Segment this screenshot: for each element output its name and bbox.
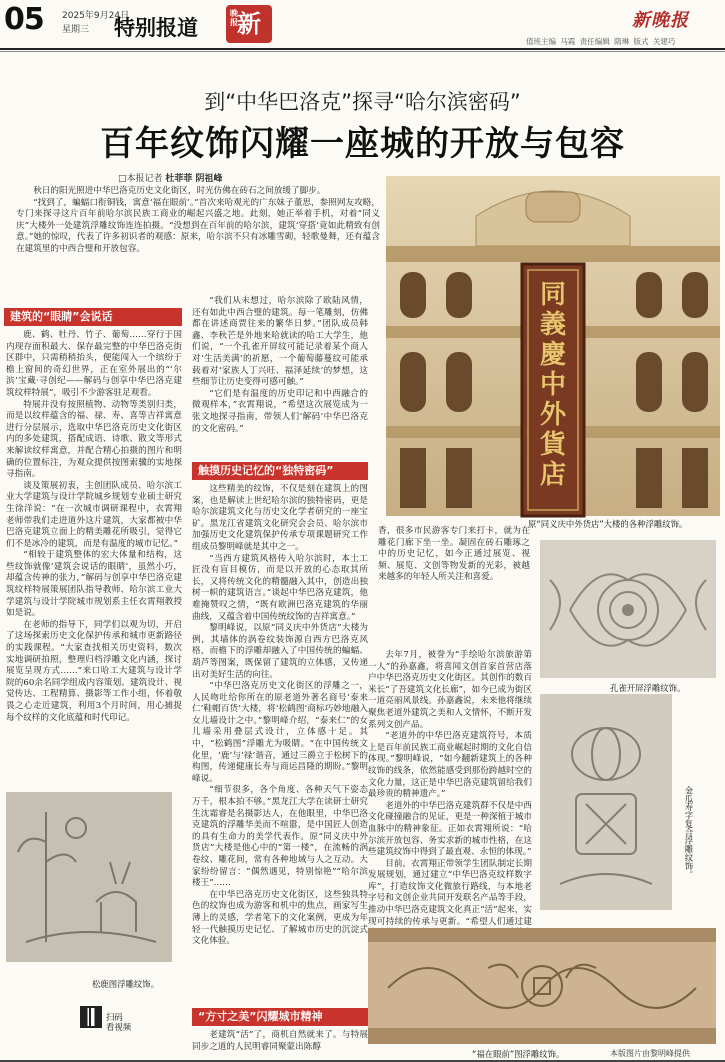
- subhead-memory: 触摸历史记忆的“独特密码”: [192, 462, 368, 480]
- header-rule: [0, 48, 725, 50]
- shop-sign-text: 同義慶中外貨店: [539, 280, 566, 490]
- paragraph: “中华巴洛克历史文化街区的浮雕之一，人民吻吐给你所在的原老道外著名商号‘泰来仁’鞋帽百货’大楼，将‘松鹤图’商标巧妙地融入女儿墙设计之中。”黎明峰介绍，“泰来仁”的女儿墙采用叠层式设计，立体感十足。其中，“松鹤图”浮雕尤为吸睛。“在中国传统文化里，‘鹿’与‘禄’谐音，通过三爵立于松树下的构图，传递健康长寿与商运昌隆的期盼。”黎明峰说。: [192, 681, 368, 784]
- paragraph: 鹿、鹤、牡丹、竹子、葡萄……穿行于国内现存面积最大、保存最完整的中华巴洛克街区群中，只需稍稍抬头，便能闯入一个缤纷于檐上窗间的奇幻世界，正在室外展出的“‘尔滨’宝藏·寻创纪——解码与创享中华巴洛克建筑纹样特展”，吸引不少游客驻足观看。: [6, 330, 182, 398]
- paragraph: 目前，衣霄翔正带领学生团队制定长期发展规划，通过建立“中华巴洛克纹样数字库”，打造纹饰文化微旅行路线，与本地老字号和文创企业共同开发联名产品等手段，推动中华巴洛克建筑文化真正“活”起来，实现可持续的传承与更新。“希望人们通过建: [368, 858, 532, 927]
- paragraph: 这些精美的纹饰，不仅是刻在建筑上的图案，也是解读上世纪哈尔滨的独特密码，更是哈尔滨建筑文化与历史文化学者研究的一座宝矿。黑龙江省建筑文化研究会会员、哈尔滨市加强历史文化建筑保护传承专项课题研究工作组成员黎明峰就是其中之一。: [192, 484, 368, 552]
- paragraph: 香，很多市民游客专门来打卡，就为在雕花门廊下坐一坐。凝固在砖石雕琢之中的历史记忆，如今正通过展览、视频、展览、文创等物发新的光彩，被越来越多的年轻人所关注和喜爱。: [378, 526, 530, 583]
- paragraph: 在中华巴洛克历史文化街区，这些独具特色的纹饰也成为游客和机中的焦点，画家写生薄上的灵感，学者笔下的文化案例，更成为年轻一代触摸历史记忆、了解城市历史的沉淀式文化体验。: [192, 889, 368, 947]
- column-1: [6, 330, 182, 785]
- byline-prefix: □本报记者: [118, 174, 163, 184]
- paragraph: “它们是有温度的历史印记和中西融合的微观样本，”衣霄翔说，“希望这次展览成为一张文地探寻指南，带领人们‘解码’中华巴洛克的文化密码。”: [192, 388, 368, 434]
- deer-relief-photo: [6, 792, 172, 962]
- column-2-bottom: [192, 1030, 368, 1062]
- caption-deer: 松鹿图浮雕纹饰。: [92, 979, 159, 989]
- fortune-relief-illustration: [368, 928, 716, 1044]
- page-header: [0, 0, 725, 50]
- newspaper-logo: 新晚报: [632, 10, 689, 31]
- paragraph: 去年7月，被誉为“手绘哈尔滨旅游第一人”的孙嘉鑫，将喜闻文创首家首营店落户中华巴洛克历史文化街区。其创作的数百米长“了吾建筑文化长廊”，如今已成为街区一道亮丽风景线。孙嘉鑫说，未来他将继续聚焦老道外建筑之美和人文情怀，不断开发系列文创产品。: [368, 650, 532, 730]
- paragraph: 老建筑“活”了，商机自然就来了。与特展同步之道的人民明睿同聚蒙出陈醇: [192, 1030, 368, 1052]
- caption-fortune: “福在眼前”图浮雕纹饰。: [472, 1049, 565, 1059]
- deer-relief-illustration: [6, 792, 172, 962]
- lead-paragraph: “找到了，蝙蝠口衔铜钱，寓意‘福在眼前’。”首次来哈观光的广东妹子董思，参照网友攻略，专门来探寻这片百年前哈尔滨民族工商业的崛起兴盛之地。此刻，她正举着手机，对着“同义庆”大楼外一处建筑浮雕纹饰连连拍摄。“没想到在百年前的哈尔滨，建筑‘穿搭’竟如此精致有创意。”她的惊叹，代表了许多初识者的观感：原来，哈尔滨不只有冰雕雪砌，轻歌曼舞，还有蕴含在建筑里的中西合璧和开放包容。: [16, 197, 380, 254]
- pumpkin-relief-illustration: [540, 694, 672, 910]
- column-3-top: [378, 526, 530, 642]
- qr-label-line2: 看视频: [106, 1022, 132, 1032]
- building-photo: [386, 176, 720, 516]
- paragraph: “我们从未想过，哈尔滨除了欧陆风情，还有如此中西合璧的建筑。每一笔雕刻，仿佛都在讲述商贾往来的繁华日梦。”团队成员韩鑫、李秋芒是外地来哈就读的哈工大学生，他们说，“一个孔雀开屏纹可能记录着某个商人对‘生活美满’的祈愿，一个葡萄藤蔓纹可能承载着对‘家族人丁兴旺、福泽延续’的梦想，这些细节让历史变得可感可触。”: [192, 296, 368, 388]
- qr-label-line1: 扫码: [106, 1012, 123, 1022]
- section-seal: [226, 5, 272, 43]
- article-lead: [16, 186, 380, 294]
- lead-paragraph: 秋日的阳光照进中华巴洛克历史文化街区，时光仿佛在砖石之间放缓了脚步。: [33, 186, 326, 196]
- page-number: 05: [4, 2, 44, 37]
- column-2-top: [192, 296, 368, 432]
- caption-peacock: 孔雀开屏浮雕纹饰。: [610, 683, 686, 693]
- paragraph: “相较于建筑整体的宏大体量和结构，这些纹饰就像‘建筑会说话的眼睛’，虽然小巧，却蕴含传神的张力，”解码与创享中华巴洛克建筑纹样特展策展团队指导教师、哈尔滨工业大学建筑与设计学院城市规划系主任衣霄翔教授如是说。: [6, 550, 182, 619]
- qr-code[interactable]: [80, 1006, 102, 1028]
- peacock-relief-photo: [540, 540, 716, 678]
- caption-building: 原“同义庆中外货店”大楼的各种浮雕纹饰。: [528, 519, 688, 529]
- photo-credit: 本版图片由黎明峰提供: [610, 1049, 690, 1058]
- column-2-middle: [192, 484, 368, 1006]
- caption-pumpkin: 金瓜寿字复合浮雕纹饰。: [684, 786, 694, 879]
- paragraph: “当西方建筑风格传入哈尔滨时，本土工匠没有盲目模仿，而是以开放的心态取其所长，又将传统文化的精髓融入其中，创造出独树一帜的建筑语言。”谈起中华巴洛克建筑，他难掩赞叹之情，“既有欧洲巴洛克建筑的华丽曲线，又蕴含着中国传统纹饰的吉祥寓意。”: [192, 553, 368, 622]
- paragraph: “细节很多，各个角度、各种天气下姿态万千，根本拍不够。”黑龙江大学在读研士研究生沈霜睿是名摄影达人，在他眼里，中华巴洛克建筑的浮雕华美而不喧嚣，是中国匠人创造的具有生命力的美学代表作。原“同义庆中外货店”大楼是他心中的“第一楼”，在流畅的涡卷纹、雕花间，常有各种地域与人之互动。大家纷纷留言：“偶然遇见，特别惊艳”“哈尔滨楼王”……: [192, 785, 368, 889]
- byline: [118, 171, 223, 184]
- paragraph: 谈及策展初衷，主创团队成员、哈尔滨工业大学建筑与设计学院城乡规划专业硕士研究生徐洋说：“在一次城市调研课程中，衣霄翔老师带我们走进道外这片建筑，大家都被中华巴洛克建筑立面上的精美雕花所吸引，觉得它们不是冰冷的建筑，而是有温度的城市记忆。”: [6, 480, 182, 549]
- paragraph: “老道外的中华巴洛克建筑符号，本质上是百年前民族工商业崛起时期的文化自信体现。”黎明峰说，“如今翻新建筑上的各种纹饰的线条，依然能感受到那份跨越时空的文化力量，这正是中华巴洛克建筑留给我们最珍贵的精神遗产。”: [368, 731, 532, 800]
- seal-char: 新: [237, 9, 261, 38]
- seal-small-text: 晚报: [230, 8, 238, 27]
- pumpkin-relief-photo: [540, 694, 672, 910]
- article-subtitle: 到“中华巴洛克”探寻“哈尔滨密码”: [204, 90, 521, 114]
- paragraph: 老道外的中华巴洛克建筑群不仅是中西文化碰撞融合的见证，更是一种深植于城市血脉中的精神象征。正如衣霄翔所说：“哈尔滨开放包容、务实求新的城市性格，在这些建筑纹饰中得到了最直观、永恒的体现。”: [368, 800, 532, 858]
- peacock-relief-illustration: [540, 540, 716, 678]
- issue-date: 2025年9月24日: [62, 11, 130, 21]
- issue-weekday: 星期三: [62, 25, 90, 35]
- section-title: 特别报道: [114, 16, 198, 40]
- subhead-city-spirit: “方寸之美”闪耀城市精神: [192, 1008, 368, 1026]
- paragraph: 在老师的指导下，同学们以观为切，开启了这场探索历史文化保护传承和城市更新路径的实践课程。“大家查找相关历史资料，数次实地调研拍照，整理归档浮雕文化内涵，探讨展览呈现方式……”来口哈工大建筑与设计学院的60余名同学组成内容策划、建筑设计、视觉传达、工程精算、摄影等工作小组，怀着敬畏之心走近建筑，利用3个月时间，用心捕捉每个纹样的文化底蕴和时代印记。: [6, 619, 182, 723]
- paragraph: 特展并没有按照植物、动物等类别归类，而是以纹样蕴含的福、禄、寿、喜等吉祥寓意进行分层展示，选取中华巴洛克历史文化街区内的多处建筑，搭配成语、诗歌、散文等形式来解读纹样寓意，并配合精心拍摄的图片和明确的位置标注，为观众提供按图索骥的实地探寻指南。: [6, 399, 182, 480]
- paragraph: 黎明峰说，以原“同义庆中外货店”大楼为例，其墙体的涡卷纹装饰源自西方巴洛克风格，而檐下的浮雕却融入了中国传统的蝙蝠、葫芦等图案，既保留了建筑的立体感，又传递出对美好生活的向往。: [192, 623, 368, 680]
- header-rule-thin: [0, 51, 725, 52]
- subhead-eyes: 建筑的“眼睛”会说话: [4, 308, 182, 326]
- column-3-bottom: [368, 650, 532, 927]
- fortune-relief-photo: [368, 928, 716, 1044]
- article-title: 百年纹饰闪耀一座城的开放与包容: [100, 124, 625, 164]
- byline-names: 杜菲菲 阴祖峰: [165, 174, 223, 184]
- editor-credits: 值班主编 马霞 责任编辑 隋琳 版式 关建巧: [526, 37, 676, 46]
- qr-label: [106, 1012, 131, 1032]
